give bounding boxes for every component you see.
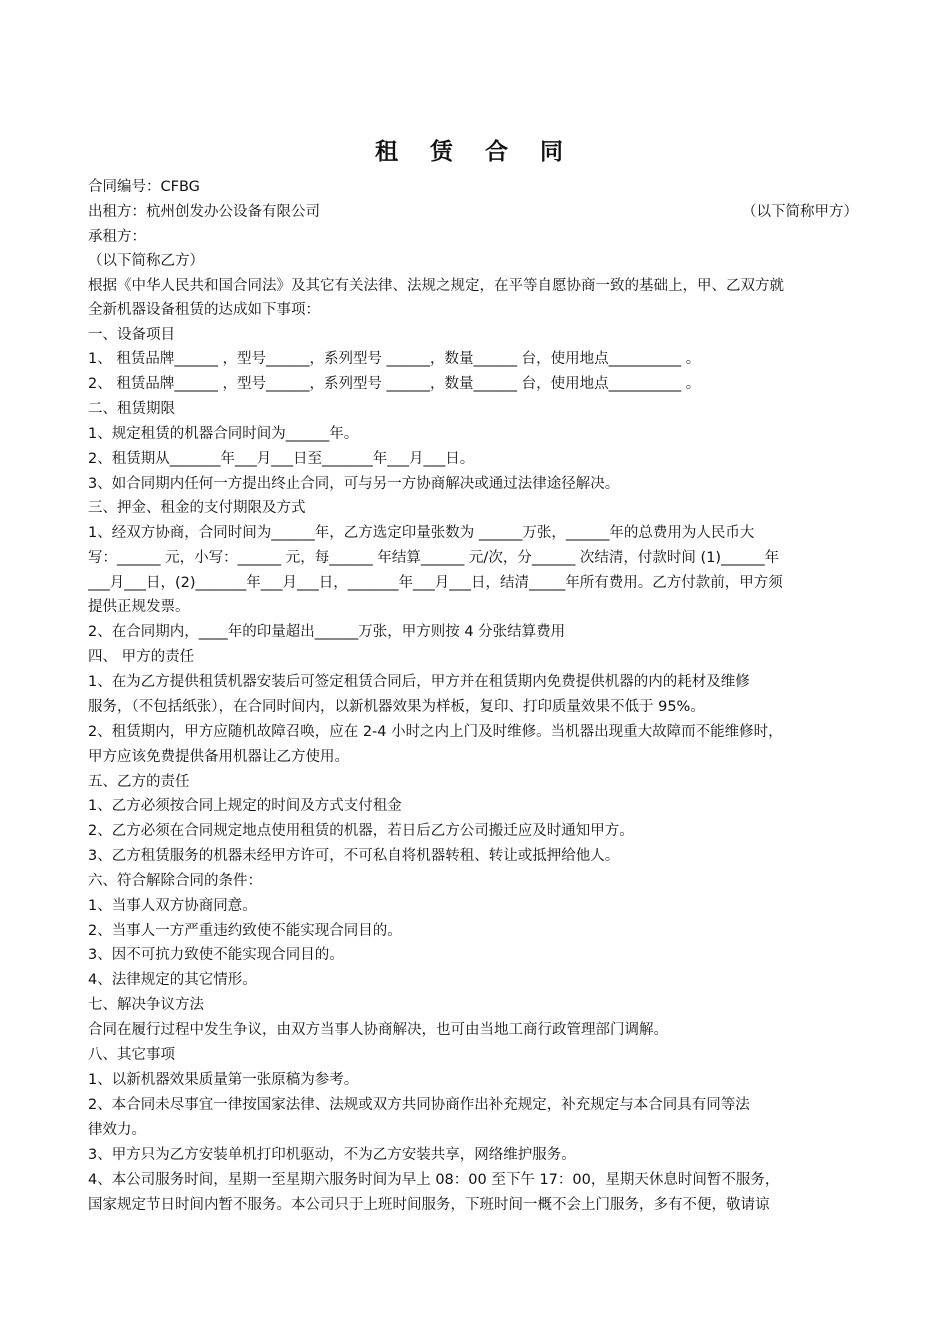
contract-line: 1、当事人双方协商同意。 [88, 898, 257, 914]
contract-line: 六、符合解除合同的条件： [88, 873, 262, 889]
contract-line: 2、乙方必须在合同规定地点使用租赁的机器，若日后乙方公司搬迁应及时通知甲方。 [88, 823, 634, 839]
contract-line: 1、在为乙方提供租赁机器安装后可签定租赁合同后，甲方并在租赁期内免费提供机器的内的耗材及维修 [88, 674, 750, 690]
contract-line: 四、 甲方的责任 [88, 649, 195, 665]
contract-line: 一、设备项目 [88, 327, 175, 343]
contract-line: 国家规定节日时间内暂不服务。本公司只于上班时间服务，下班时间一概不会上门服务，多有不便，敬请谅 [88, 1197, 770, 1213]
contract-line: ___月___日，(2)_______年___月___日，_______年___月___日，结清_____年所有费用。乙方付款前，甲方须 [88, 575, 783, 591]
contract-line: 二、租赁期限 [88, 401, 175, 417]
contract-line: 1、乙方必须按合同上规定的时间及方式支付租金 [88, 798, 402, 814]
contract-line: 出租方：杭州创发办公设备有限公司 [88, 204, 320, 220]
contract-line: 3、因不可抗力致使不能实现合同目的。 [88, 947, 344, 963]
contract-line: 4、法律规定的其它情形。 [88, 972, 257, 988]
document-title: 租 赁 合 同 [374, 139, 576, 165]
contract-line: 2、在合同期内，____年的印量超出______万张，甲方则按 4 分张结算费用 [88, 624, 566, 640]
contract-line: 3、如合同期内任何一方提出终止合同，可与另一方协商解决或通过法律途径解决。 [88, 476, 620, 492]
contract-line: 2、当事人一方严重违约致使不能实现合同目的。 [88, 923, 402, 939]
contract-line: 1、经双方协商，合同时间为______年，乙方选定印量张数为 ______万张，______年的总费用为人民币大 [88, 525, 755, 541]
contract-line: 七、解决争议方法 [88, 997, 204, 1013]
contract-line: 律效力。 [88, 1122, 146, 1138]
contract-line: 2、租赁期内，甲方应随机故障召唤，应在 2-4 小时之内上门及时维修。当机器出现重大故障而不能维修时， [88, 724, 783, 740]
contract-line: 4、本公司服务时间，星期一至星期六服务时间为早上 08：00 至下午 17：00，星期天休息时间暂不服务， [88, 1172, 780, 1188]
contract-line: 1、规定租赁的机器合同时间为______年。 [88, 426, 359, 442]
contract-line: 八、其它事项 [88, 1047, 175, 1063]
contract-line: 根据《中华人民共和国合同法》及其它有关法律、法规之规定，在平等自愿协商一致的基础上，甲、乙双方就 [88, 278, 784, 294]
contract-line: 1、以新机器效果质量第一张原稿为参考。 [88, 1072, 359, 1088]
contract-line: 1、 租赁品牌______ ，型号______，系列型号 ______，数量______ 台，使用地点__________ 。 [88, 351, 701, 367]
contract-line: 3、乙方租赁服务的机器未经甲方许可，不可私自将机器转租、转让或抵押给他人。 [88, 848, 620, 864]
contract-line: 2、租赁期从_______年___月___日至_______年___月___日。 [88, 451, 475, 467]
contract-line: 3、甲方只为乙方安装单机打印机驱动，不为乙方安装共享，网络维护服务。 [88, 1147, 576, 1163]
contract-line: （以下简称乙方） [88, 253, 204, 269]
contract-line: 写：______ 元，小写：______ 元，每______ 年结算______ 元/次，分______ 次结清，付款时间 (1)______年 [88, 550, 780, 566]
contract-line: 五、乙方的责任 [88, 774, 190, 790]
contract-line: 提供正规发票。 [88, 599, 190, 615]
contract-line: 合同编号：CFBG [88, 179, 200, 195]
contract-line: 三、押金、租金的支付期限及方式 [88, 500, 306, 516]
contract-line: 承租方： [88, 229, 146, 245]
contract-line: 全新机器设备租赁的达成如下事项： [88, 302, 320, 318]
contract-line: 2、 租赁品牌______ ，型号______，系列型号 ______，数量______ 台，使用地点__________ 。 [88, 376, 701, 392]
contract-line: 合同在履行过程中发生争议，由双方当事人协商解决，也可由当地工商行政管理部门调解。 [88, 1022, 668, 1038]
contract-line: 甲方应该免费提供备用机器让乙方使用。 [88, 749, 349, 765]
lessor-note: （以下简称甲方） [742, 204, 858, 220]
contract-line: 服务，（不包括纸张），在合同时间内，以新机器效果为样板，复印、打印质量效果不低于 95%。 [88, 699, 705, 715]
contract-line: 2、本合同未尽事宜一律按国家法律、法规或双方共同协商作出补充规定，补充规定与本合同具有同等法 [88, 1097, 750, 1113]
